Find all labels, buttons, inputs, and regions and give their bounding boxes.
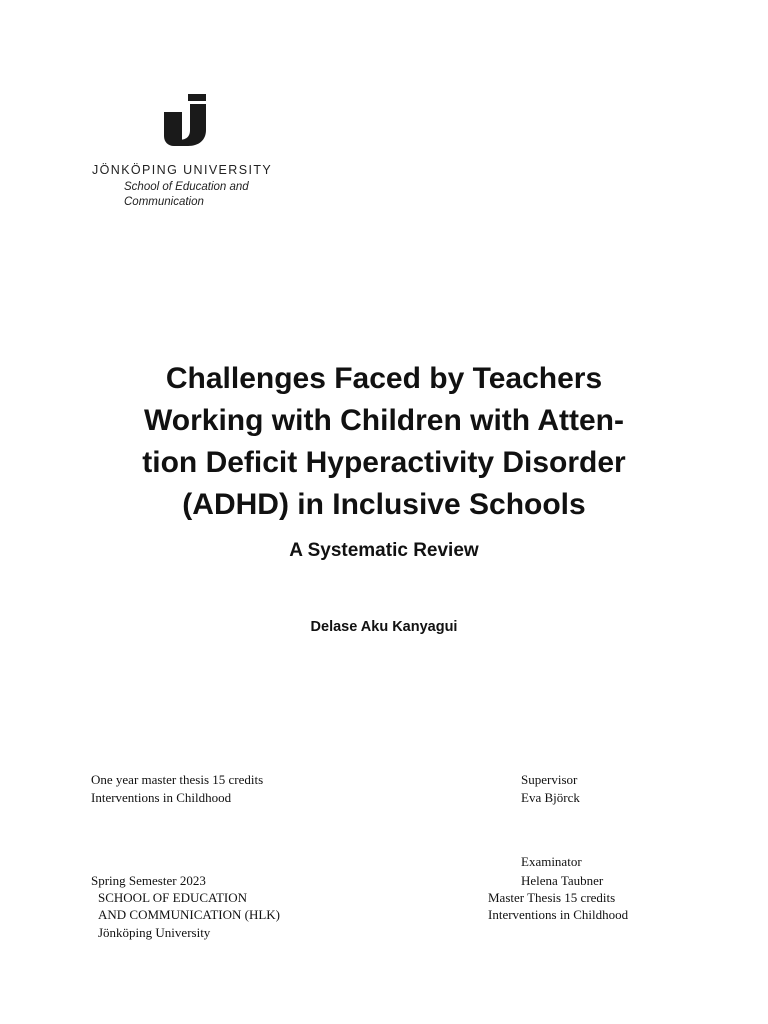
course-info: Master Thesis 15 credits <box>488 890 616 905</box>
title-line: tion Deficit Hyperactivity Disorder <box>142 446 626 479</box>
examiner-name: Helena Taubner <box>521 873 604 888</box>
supervisor-name: Eva Björck <box>521 790 580 805</box>
school-name: School of Education and Communication <box>124 181 249 206</box>
semester: Spring Semester 2023 <box>91 873 206 888</box>
jonkoping-university-logo-icon <box>162 94 208 146</box>
author-name: Delase Aku Kanyagui <box>310 619 458 635</box>
course-program: Interventions in Childhood <box>488 907 629 922</box>
title-line: (ADHD) in Inclusive Schools <box>182 488 586 521</box>
thesis-title <box>84 358 684 526</box>
program-name: Interventions in Childhood <box>91 790 232 805</box>
supervisor-label: Supervisor <box>521 772 578 787</box>
university-name: JÖNKÖPING UNIVERSITY <box>92 163 273 177</box>
examiner-label: Examinator <box>521 854 582 869</box>
university-line: Jönköping University <box>98 925 211 940</box>
thesis-subtitle: A Systematic Review <box>289 540 479 561</box>
school-line-2: AND COMMUNICATION (HLK) <box>98 907 280 922</box>
thesis-type: One year master thesis 15 credits <box>91 772 264 787</box>
title-line: Challenges Faced by Teachers <box>165 362 603 395</box>
title-line: Working with Children with Atten- <box>144 404 624 437</box>
school-line-1: SCHOOL OF EDUCATION <box>98 890 248 905</box>
